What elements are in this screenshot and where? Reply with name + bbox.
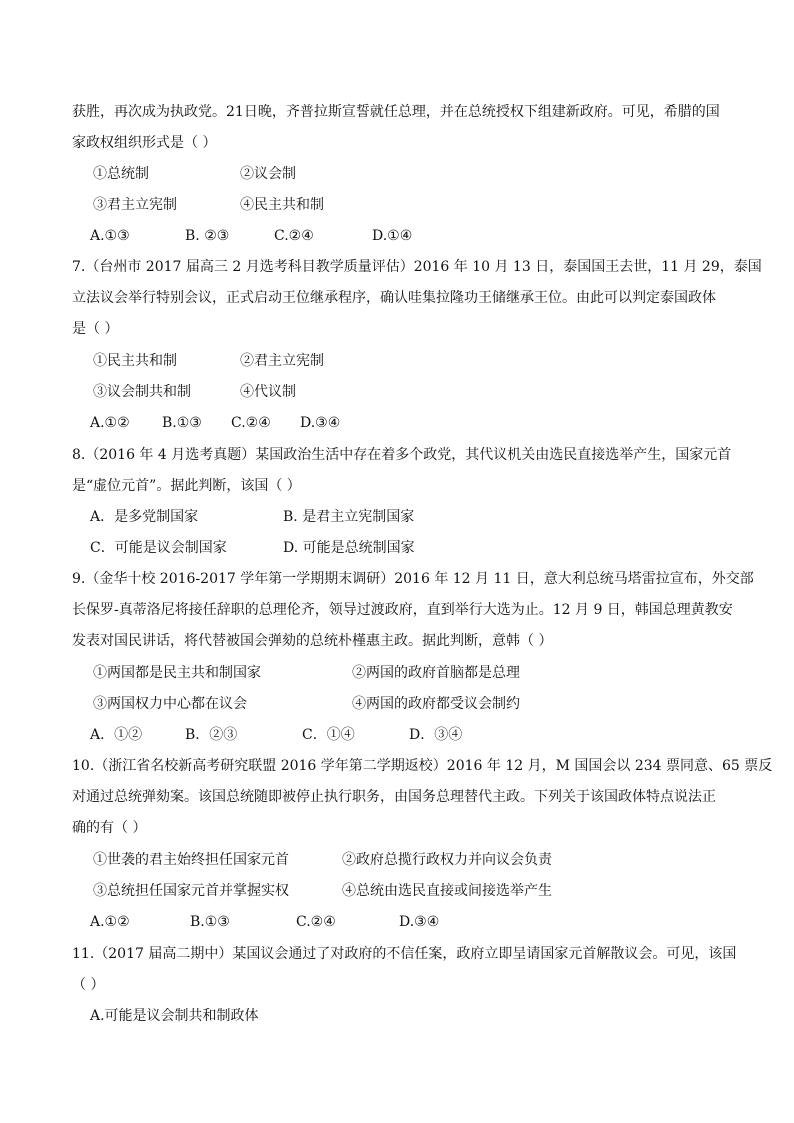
question-6-answer-a: A.①③: [90, 228, 130, 244]
question-6-answer-c: C.②④: [274, 228, 314, 244]
question-9-stem-line-1: 9.（金华十校 2016-2017 学年第一学期期末调研）2016 年 12 月 11 日，意大利总统马塔雷拉宣布，外交部: [72, 571, 754, 587]
question-9-option-3: ③两国权力中心都在议会: [93, 696, 247, 712]
question-7-stem-line-2: 立法议会举行特别会议，正式启动王位继承程序，确认哇集拉隆功王储继承王位。由此可以判定泰国政体: [72, 290, 716, 306]
question-8-stem-line-2: 是“虚位元首”。据此判断，该国（ ）: [72, 478, 301, 494]
question-10-answer-b: B.①③: [190, 914, 230, 930]
question-9-answer-b: B．②③: [185, 727, 238, 743]
question-6-answer-d: D.①④: [372, 228, 413, 244]
question-7-answer-d: D.③④: [300, 415, 341, 431]
question-7-option-1: ①民主共和制: [93, 353, 177, 369]
question-10-option-1: ①世袭的君主始终担任国家元首: [93, 852, 289, 868]
question-10-answer-d: D.③④: [399, 914, 440, 930]
question-6-option-1: ①总统制: [93, 166, 149, 182]
question-9-answer-a: A．①②: [90, 727, 143, 743]
question-6-option-2: ②议会制: [240, 166, 296, 182]
question-7-stem-line-3: 是（ ）: [72, 321, 119, 337]
question-8-answer-c: C．可能是议会制国家: [90, 540, 227, 556]
question-10-answer-c: C.②④: [296, 914, 336, 930]
question-9-option-2: ②两国的政府首脑都是总理: [352, 665, 520, 681]
question-6-answer-b: B. ②③: [185, 228, 230, 244]
question-10-stem-line-2: 对通过总统弹劾案。该国总统随即被停止执行职务，由国务总理替代主政。下列关于该国政体特点说法正: [72, 789, 716, 805]
question-9-answer-d: D．③④: [409, 727, 463, 743]
question-7-option-3: ③议会制共和制: [93, 384, 191, 400]
question-9-option-4: ④两国的政府都受议会制约: [352, 696, 520, 712]
question-7-option-4: ④代议制: [240, 384, 296, 400]
question-11-stem-line-1: 11.（2017 届高二期中）某国议会通过了对政府的不信任案，政府立即呈请国家元首解散议会。可见，该国: [72, 946, 737, 962]
question-7-answer-a: A.①②: [90, 415, 130, 431]
question-10-answer-a: A.①②: [90, 914, 130, 930]
question-10-stem-line-3: 确的有（ ）: [72, 820, 147, 836]
question-9-option-1: ①两国都是民主共和制国家: [93, 665, 261, 681]
question-6-option-4: ④民主共和制: [240, 197, 324, 213]
question-10-stem-line-1: 10.（浙江省名校新高考研究联盟 2016 学年第二学期返校）2016 年 12 月，M 国国会以 234 票同意、65 票反: [72, 758, 773, 774]
question-10-option-3: ③总统担任国家元首并掌握实权: [93, 883, 289, 899]
question-8-answer-d: D. 可能是总统制国家: [283, 540, 415, 556]
question-7-option-2: ②君主立宪制: [240, 353, 324, 369]
question-8-answer-b: B. 是君主立宪制国家: [283, 509, 415, 525]
question-10-option-4: ④总统由选民直接或间接选举产生: [342, 883, 552, 899]
question-6-stem-line-2: 家政权组织形式是（ ）: [72, 135, 217, 151]
question-11-stem-line-2: （ ）: [72, 977, 105, 993]
question-8-stem-line-1: 8.（2016 年 4 月选考真题）某国政治生活中存在着多个政党，其代议机关由选民直接选举产生，国家元首: [72, 447, 732, 463]
question-10-option-2: ②政府总揽行政权力并向议会负责: [342, 852, 552, 868]
question-11-answer-a: A.可能是议会制共和制政体: [90, 1008, 259, 1024]
question-6-stem-line-1: 获胜，再次成为执政党。21日晚，齐普拉斯宣誓就任总理，并在总统授权下组建新政府。可见，希腊的国: [72, 104, 720, 120]
question-6-option-3: ③君主立宪制: [93, 197, 177, 213]
question-7-stem-line-1: 7.（台州市 2017 届高三 2 月选考科目教学质量评估）2016 年 10 月 13 日，泰国国王去世，11 月 29，泰国: [72, 259, 762, 275]
question-7-answer-c: C.②④: [231, 415, 271, 431]
question-7-answer-b: B.①③: [162, 415, 202, 431]
question-9-answer-c: C．①④: [302, 727, 355, 743]
question-9-stem-line-3: 发表对国民讲话，将代替被国会弹劾的总统朴槿惠主政。据此判断，意韩（ ）: [72, 633, 553, 649]
question-9-stem-line-2: 长保罗-真蒂洛尼将接任辞职的总理伦齐，领导过渡政府，直到举行大选为止。12 月 9 日，韩国总理黄教安: [72, 602, 733, 618]
question-8-answer-a: A．是多党制国家: [90, 509, 199, 525]
